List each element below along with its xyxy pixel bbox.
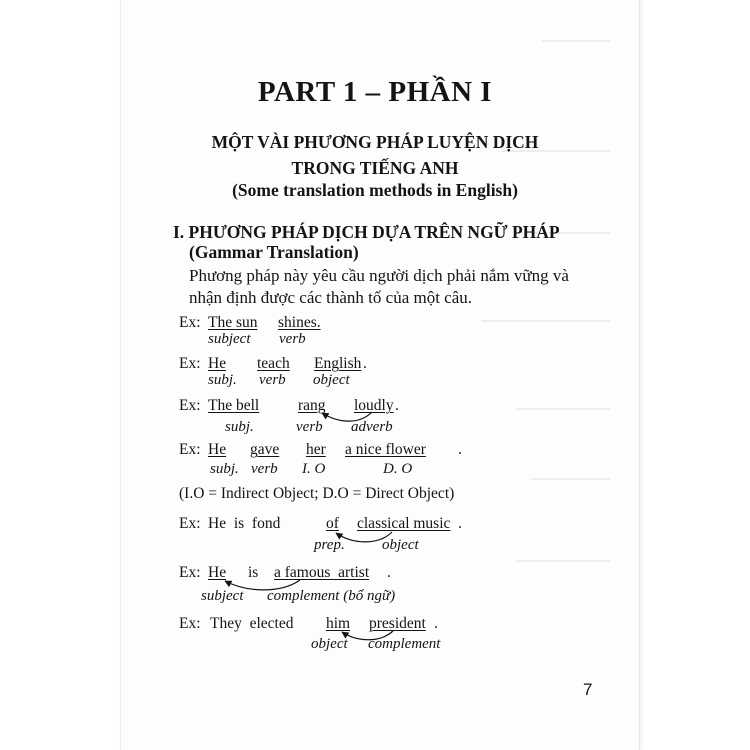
ex3-verb-word: rang xyxy=(298,397,326,414)
ex1-role-subject: subject xyxy=(208,331,251,347)
ex7-role-complement: complement xyxy=(368,636,441,652)
page-number: 7 xyxy=(583,680,593,699)
ex-prefix: Ex: xyxy=(179,441,201,458)
ex5-role-object: object xyxy=(382,537,419,553)
bleed-through xyxy=(516,560,611,562)
ex7-object-word: him xyxy=(326,615,351,632)
subtitle-line-2: TRONG TIẾNG ANH xyxy=(291,158,459,178)
ex5-lead-words: He is fond xyxy=(208,515,281,532)
ex7-role-object: object xyxy=(311,636,348,652)
ex-prefix: Ex: xyxy=(179,355,201,372)
ex4-role-subject: subj. xyxy=(210,461,239,477)
ex6-complement-word: a famous artist xyxy=(274,564,370,581)
ex6-tail: . xyxy=(387,564,391,581)
ex4-role-direct-object: D. O xyxy=(383,461,413,477)
ex-prefix: Ex: xyxy=(179,397,201,414)
ex1-verb-word: shines. xyxy=(278,314,321,331)
ex-prefix: Ex: xyxy=(179,615,201,632)
ex4-direct-object-word: a nice flower xyxy=(345,441,426,458)
ex4-role-indirect-object: I. O xyxy=(302,461,326,477)
section-heading: I. PHƯƠNG PHÁP DỊCH DỰA TRÊN NGỮ PHÁP xyxy=(173,222,560,242)
ex1-subject-word: The sun xyxy=(208,314,258,331)
ex4-tail: . xyxy=(458,441,462,458)
ex2-tail: . xyxy=(363,355,367,372)
ex2-object-word: English xyxy=(314,355,362,372)
ex-prefix: Ex: xyxy=(179,314,201,331)
ex5-role-preposition: prep. xyxy=(314,537,345,553)
ex3-role-adverb: adverb xyxy=(351,419,393,435)
ex7-tail: . xyxy=(434,615,438,632)
ex7-lead-words: They elected xyxy=(210,615,294,632)
ex2-role-verb: verb xyxy=(259,372,286,388)
paragraph-line-1: Phương pháp này yêu cầu người dịch phải nắm vững và xyxy=(189,266,569,285)
page-title: PART 1 – PHẦN I xyxy=(257,76,493,108)
ex4-subject-word: He xyxy=(208,441,227,458)
bleed-through xyxy=(531,478,611,480)
ex1-role-verb: verb xyxy=(279,331,306,347)
ex-prefix: Ex: xyxy=(179,564,201,581)
ex7-complement-word: president xyxy=(369,615,426,632)
ex2-subject-word: He xyxy=(208,355,227,372)
ex4-role-verb: verb xyxy=(251,461,278,477)
ex5-object-word: classical music xyxy=(357,515,451,532)
ex4-verb-word: gave xyxy=(250,441,280,458)
ex5-tail: . xyxy=(458,515,462,532)
ex-prefix: Ex: xyxy=(179,515,201,532)
ex3-role-verb: verb xyxy=(296,419,323,435)
ex3-adverb-word: loudly xyxy=(354,397,394,414)
ex6-subject-word: He xyxy=(208,564,227,581)
ex6-linking-verb: is xyxy=(248,564,259,581)
ex3-subject-word: The bell xyxy=(208,397,260,414)
paragraph-line-2: nhận định được các thành tố của một câu. xyxy=(189,288,473,307)
bleed-through xyxy=(516,408,611,410)
ex4-indirect-object-word: her xyxy=(306,441,326,458)
subtitle-line-1: MỘT VÀI PHƯƠNG PHÁP LUYỆN DỊCH xyxy=(211,132,539,152)
ex2-role-object: object xyxy=(313,372,350,388)
ex6-role-subject: subject xyxy=(201,588,244,604)
section-subheading: (Gammar Translation) xyxy=(189,242,359,262)
ex5-preposition-word: of xyxy=(326,515,339,532)
ex2-role-subject: subj. xyxy=(208,372,237,388)
bleed-through xyxy=(481,320,611,322)
ex3-tail: . xyxy=(395,397,399,414)
ex3-role-subject: subj. xyxy=(225,419,254,435)
subtitle-line-3: (Some translation methods in English) xyxy=(232,180,518,200)
ex2-verb-word: teach xyxy=(257,355,290,372)
bleed-through xyxy=(541,40,611,42)
ex6-role-complement: complement (bổ ngữ) xyxy=(267,588,396,604)
abbreviation-note: (I.O = Indirect Object; D.O = Direct Object) xyxy=(179,485,455,502)
